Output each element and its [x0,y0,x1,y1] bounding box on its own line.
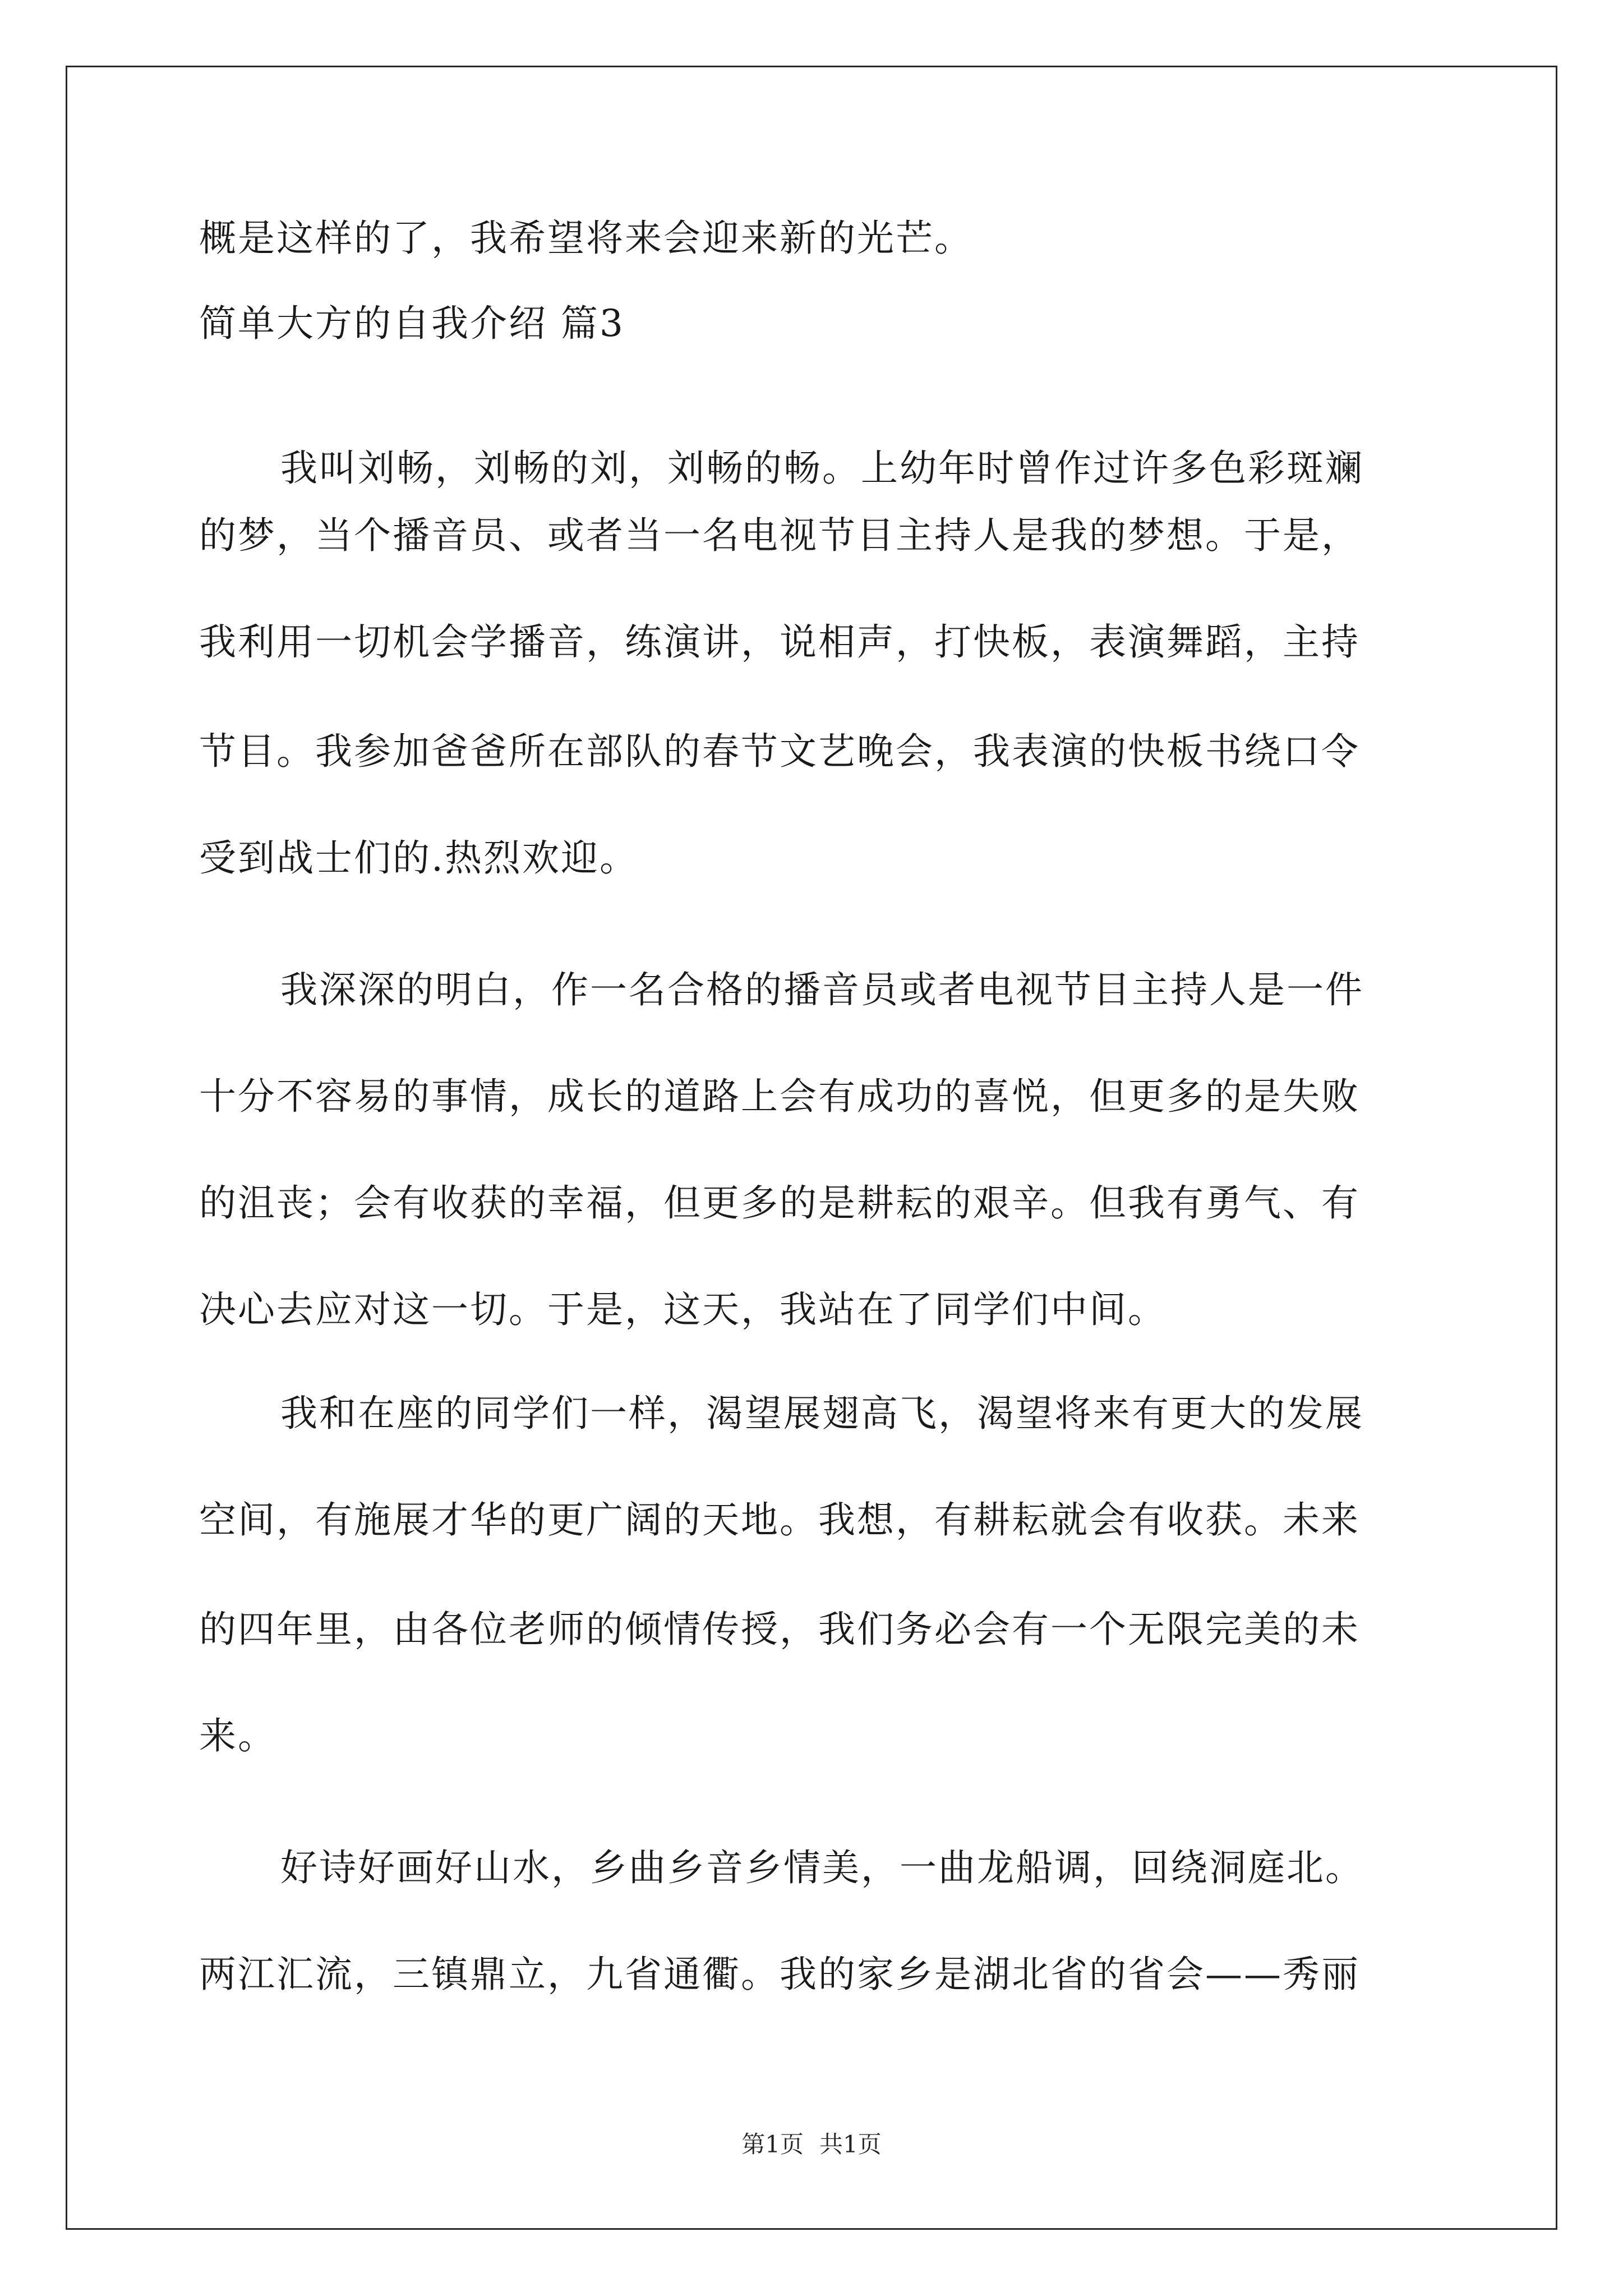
paragraph-line: 我深深的明白，作一名合格的播音员或者电视节目主持人是一件 [280,968,1364,1011]
paragraph-line: 我叫刘畅，刘畅的刘，刘畅的畅。上幼年时曾作过许多色彩斑斓 [280,447,1364,490]
page-footer [0,2131,1623,2159]
paragraph-line: 两江汇流，三镇鼎立，九省通衢。我的家乡是湖北省的省会——秀丽 [199,1953,1360,1996]
page-number: 第1页 [741,2131,804,2158]
paragraph-line: 的沮丧；会有收获的幸福，但更多的是耕耘的艰辛。但我有勇气、有 [199,1181,1360,1225]
paragraph-line: 空间，有施展才华的更广阔的天地。我想，有耕耘就会有收获。未来 [199,1498,1360,1542]
page-total: 共1页 [819,2131,882,2158]
paragraph-line: 我和在座的同学们一样，渴望展翅高飞，渴望将来有更大的发展 [280,1392,1364,1435]
paragraph-line: 的四年里，由各位老师的倾情传授，我们务必会有一个无限完美的未 [199,1608,1360,1651]
paragraph-line: 来。 [199,1714,276,1757]
paragraph-line: 节目。我参加爸爸所在部队的春节文艺晚会，我表演的快板书绕口令 [199,730,1360,773]
paragraph-line: 决心去应对这一切。于是，这天，我站在了同学们中间。 [199,1288,1166,1331]
section-heading: 简单大方的自我介绍 篇3 [199,302,625,345]
page-border [66,66,1557,2230]
paragraph-line: 受到战士们的.热烈欢迎。 [199,836,638,880]
paragraph-line: 好诗好画好山水，乡曲乡音乡情美，一曲龙船调，回绕洞庭北。 [280,1846,1364,1889]
paragraph-line: 我利用一切机会学播音，练演讲，说相声，打快板，表演舞蹈，主持 [199,620,1360,664]
continuation-line: 概是这样的了，我希望将来会迎来新的光芒。 [199,217,973,260]
paragraph-line: 的梦，当个播音员、或者当一名电视节目主持人是我的梦想。于是， [199,514,1360,557]
paragraph-line: 十分不容易的事情，成长的道路上会有成功的喜悦，但更多的是失败 [199,1075,1360,1118]
